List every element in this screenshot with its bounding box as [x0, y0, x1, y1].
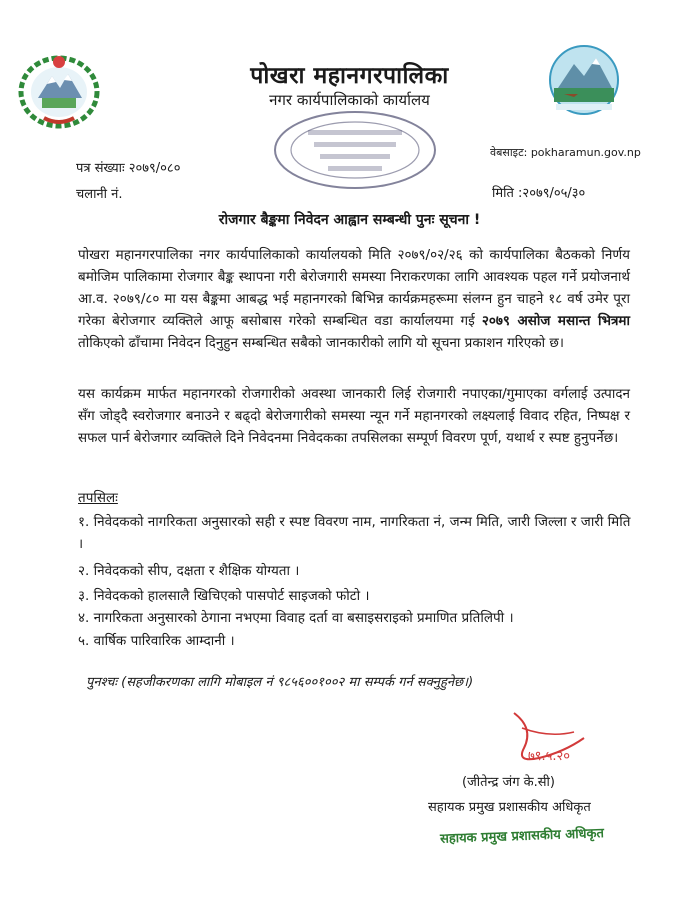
signature-mark: [494, 708, 594, 778]
list-item: २. निवेदकको सीप, दक्षता र शैक्षिक योग्यता ।: [78, 563, 300, 579]
org-title: पोखरा महानगरपालिका: [250, 63, 449, 89]
notice-paragraph-1: [78, 244, 630, 354]
office-stamp-icon: [270, 108, 440, 192]
letter-date: मिति :२०७९/०५/३०: [492, 186, 586, 201]
paragraph-1-text-a: पोखरा महानगरपालिका नगर कार्यपालिकाको कार्यालयको मिति २०७९/०२/२६ को कार्यपालिका बैठकको निर्णय बमोजिम पालिकामा रोजगार बैङ्क स्थापना गरी बेरोजगारी समस्या निराकरणका लागि आवश्यक पहल गर्ने प्रयोजनार्थ आ.व. २०७९/८० मा यस बैङ्कमा आबद्ध भई महानगरको बिभिन्न कार्यक्रमहरूमा संलग्न हुन चाहने १८ वर्ष उमेर पूरा गरेका बेरोजगार व्यक्तिले आफू बसोबास गरेको सम्बन्धित वडा कार्यालयमा गई: [78, 247, 630, 329]
list-item: ५. वार्षिक पारिवारिक आम्दानी ।: [78, 633, 235, 649]
notice-subject: रोजगार बैङ्कमा निवेदन आह्वान सम्बन्धी पुनः सूचना !: [218, 212, 481, 228]
dispatch-number: चलानी नं.: [76, 187, 123, 202]
deadline-bold-text: २०७९ असोज मसान्त भित्रमा: [481, 313, 630, 329]
notice-paragraph-2: यस कार्यक्रम मार्फत महानगरको रोजगारीको अवस्था जानकारी लिई रोजगारी नपाएका/गुमाएका वर्गलाई उत्पादन सँग जोड्दै स्वरोजगार बनाउने र बढ्दो बेरोजगारीको समस्या न्यून गर्ने महानगरको लक्ष्यलाई विवाद रहित, निष्पक्ष र सफल पार्न बेरोजगार व्यक्तिले दिने निवेदनमा निवेदकका तपसिलका सम्पूर्ण विवरण पूर्ण, यथार्थ र स्पष्ट हुनुपर्नेछ।: [78, 386, 630, 446]
paragraph-1-text-b: तोकिएको ढाँचामा निवेदन दिनुहुन सम्बन्धित सबैको जानकारीको लागि यो सूचना प्रकाशन गरिएको छ।: [78, 335, 565, 351]
postscript-note: पुनश्चः (सहजीकरणका लागि मोबाइल नं ९८५६००१००२ मा सम्पर्क गर्न सक्नुहुनेछ।): [86, 675, 474, 690]
letter-number: पत्र संख्याः २०७९/०८०: [76, 161, 181, 176]
signature-date: ७९.५.२०: [528, 749, 571, 764]
details-heading: तपसिलः: [78, 490, 118, 506]
signer-designation: सहायक प्रमुख प्रशासकीय अधिकृत: [428, 800, 591, 815]
list-item: १. निवेदकको नागरिकता अनुसारको सही र स्पष्ट विवरण नाम, नागरिकता नं, जन्म मिति, जारी जिल्ला र जारी मिति ।: [78, 514, 631, 552]
office-subtitle: नगर कार्यपालिकाको कार्यालय: [269, 91, 430, 109]
list-item: ४. नागरिकता अनुसारको ठेगाना नभएमा विवाह दर्ता वा बसाइसराइको प्रमाणित प्रतिलिपी ।: [78, 610, 514, 626]
designation-stamp: सहायक प्रमुख प्रशासकीय अधिकृत: [439, 826, 605, 847]
list-item: ३. निवेदकको हालसालै खिचिएको पासपोर्ट साइजको फोटो ।: [78, 588, 370, 604]
website-text: वेबसाइट: pokharamun.gov.np: [490, 146, 641, 159]
signer-name: (जीतेन्द्र जंग के.सी): [462, 775, 555, 790]
